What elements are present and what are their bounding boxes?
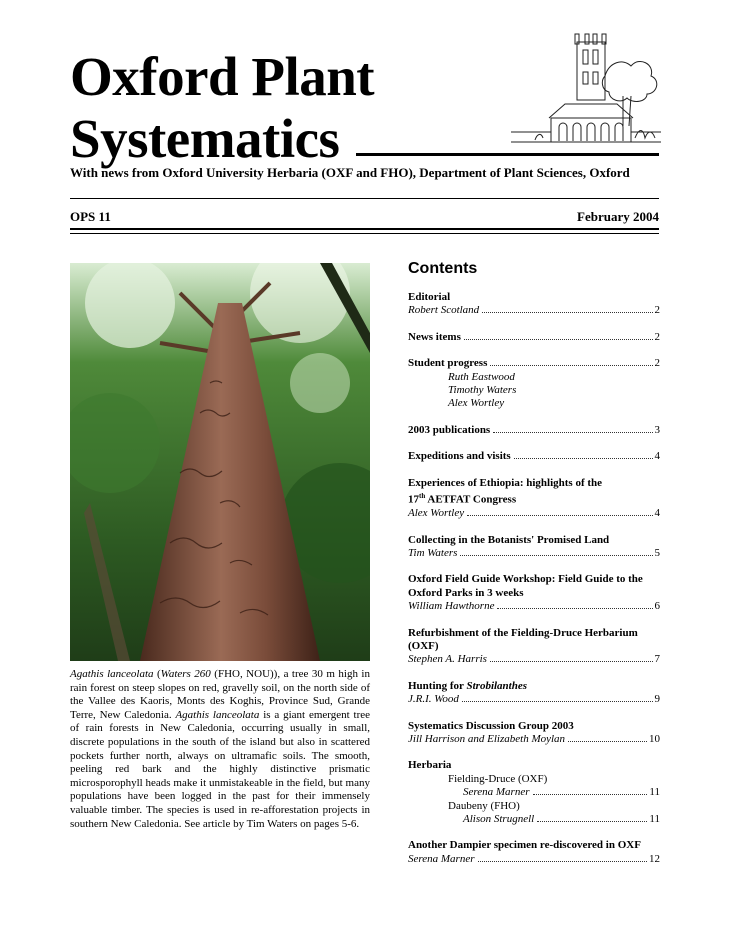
table-of-contents [408,291,660,879]
toc-page: 6 [654,600,660,613]
masthead-title [70,46,374,170]
toc-title: Collecting in the Botanists' Promised Land [408,533,610,546]
contents-heading: Contents [408,260,478,277]
toc-entry-herbaria[interactable] [408,759,660,826]
toc-title-sup: th [419,492,426,501]
toc-author: Tim Waters [408,546,458,559]
toc-entry-dampier[interactable] [408,839,660,866]
toc-title: Student progress [408,357,488,370]
toc-page: 5 [654,546,660,559]
toc-entry-editorial[interactable] [408,291,660,318]
caption-collector: Waters 260 [160,668,211,680]
toc-title: Refurbishment of the Fielding-Druce Herbarium (OXF) [408,626,638,652]
toc-title: Another Dampier specimen re-discovered in OXF [408,839,641,852]
caption-species-2: Agathis lanceolata [175,708,260,721]
toc-author: Alison Strugnell [463,813,535,826]
toc-page: 9 [654,693,660,706]
toc-entry-publications[interactable] [408,424,660,437]
toc-entry-refurbishment[interactable] [408,627,660,667]
toc-author: Jill Harrison and Elizabeth Moylan [408,733,566,745]
toc-author: Robert Scotland [408,304,480,317]
title-line-2: Systematics [70,108,340,169]
issue-date: February 2004 [577,209,659,224]
toc-title-genus: Strobilanthes [466,679,528,692]
photo-caption: Agathis lanceolata (Waters 260 (FHO, NOU)), a tree 30 m high in rain forest on steep slopes on red, gravelly soil, on the north side of the Vallee des Kaoris, Monts des Koghis, Province Sud, Grande Terre, New Caledonia. Agathis lanceolata is a giant emergent tree of rain forests in New Caledonia, occurring usually in small, discrete populations in the south of the island but also in scattered pockets further north, always on ultramafic soils. The smooth, peeling red bark and the highly distinctive prismatic microsporophyll heads make it unmistakeable in the field, but many populations have been logged in the past for their immensely valuable timber. The species is used in re-afforestation projects in southern New Caledonia. See article by Tim Waters on pages 5-6. [70,668,371,830]
toc-page: 12 [649,852,660,865]
toc-page: 4 [654,507,660,520]
toc-title [408,680,660,693]
toc-page: 7 [654,653,660,666]
toc-author: Alex Wortley [408,507,465,520]
agathis-tree-photo [70,263,370,661]
toc-title: Oxford Field Guide Workshop: Field Guide to the Oxford Parks in 3 weeks [408,573,643,599]
toc-entry-field-guide[interactable] [408,573,660,613]
toc-entry-collecting[interactable] [408,534,660,561]
toc-author: J.R.I. Wood [408,693,459,706]
student-name: Timothy Waters [448,384,517,397]
student-name: Ruth Eastwood [448,370,515,383]
title-line-1: Oxford Plant [70,46,375,107]
toc-entry-expeditions[interactable] [408,450,660,463]
toc-entry-sdg[interactable] [408,720,660,747]
toc-page: 4 [654,450,660,463]
issue-row [70,209,659,225]
header-top-rule [70,198,659,199]
toc-page: 10 [649,733,660,745]
toc-title-ordinal: 17 [408,493,419,506]
toc-entry-news[interactable] [408,331,660,344]
caption-text-1: (FHO, NOU)), a tree 30 m high in rain forest on steep slopes on red, gravelly soil, on the north side of the Vallee des Kaoris, Monts des Koghis, Province Sud, Grande Terre, New Caledonia. [70,668,370,721]
toc-title: Expeditions and visits [408,450,511,463]
toc-title: 2003 publications [408,423,491,436]
toc-author: Serena Marner [463,786,530,799]
toc-title-part: Experiences of Ethiopia: highlights of the [408,476,603,489]
toc-title-part: AETFAT Congress [425,493,517,506]
masthead-subtitle: With news from Oxford University Herbaria (OXF and FHO), Department of Plant Sciences, Oxford [70,165,630,180]
toc-title: Editorial [408,291,451,303]
toc-author: William Hawthorne [408,600,495,613]
toc-title: News items [408,330,461,343]
toc-title [408,477,660,507]
toc-page: 2 [654,304,660,317]
toc-entry-strobilanthes[interactable] [408,680,660,707]
toc-page: 3 [654,423,660,436]
student-name: Alex Wortley [448,397,505,410]
issue-number: OPS 11 [70,209,111,224]
toc-entry-student-progress[interactable] [408,357,660,411]
toc-title-part: Hunting for [408,679,467,692]
toc-title: Systematics Discussion Group 2003 [408,719,574,732]
toc-author: Stephen A. Harris [408,653,487,666]
toc-page: 2 [654,330,660,343]
toc-page: 11 [649,813,660,826]
header-bottom-rule [70,228,659,230]
caption-species: Agathis lanceolata [70,668,154,680]
header-bottom-rule-thin [70,233,659,234]
herbarium-building-logo [505,28,665,156]
herbarium-name: Daubeny (FHO) [448,799,520,812]
caption-text-2: is a giant emergent tree of rain forests in New Caledonia, occurring usually in small, discrete populations in the south of the island but also in scattered pockets further north, always on ultramafic soils. The smooth, peeling red bark and the highly distinctive prismatic microsporophyll heads make it unmistakeable in the field, but many populations have been logged in the past for their immensely valuable timber. The species is used in re-afforestation projects in southern New Caledonia. See article by Tim Waters on pages 5-6. [70,708,371,830]
toc-entry-ethiopia[interactable] [408,477,660,521]
herbarium-name: Fielding-Druce (OXF) [448,772,548,785]
toc-title: Herbaria [408,759,452,772]
toc-author: Serena Marner [408,852,475,865]
toc-page: 11 [649,786,660,799]
toc-page: 2 [654,357,660,370]
